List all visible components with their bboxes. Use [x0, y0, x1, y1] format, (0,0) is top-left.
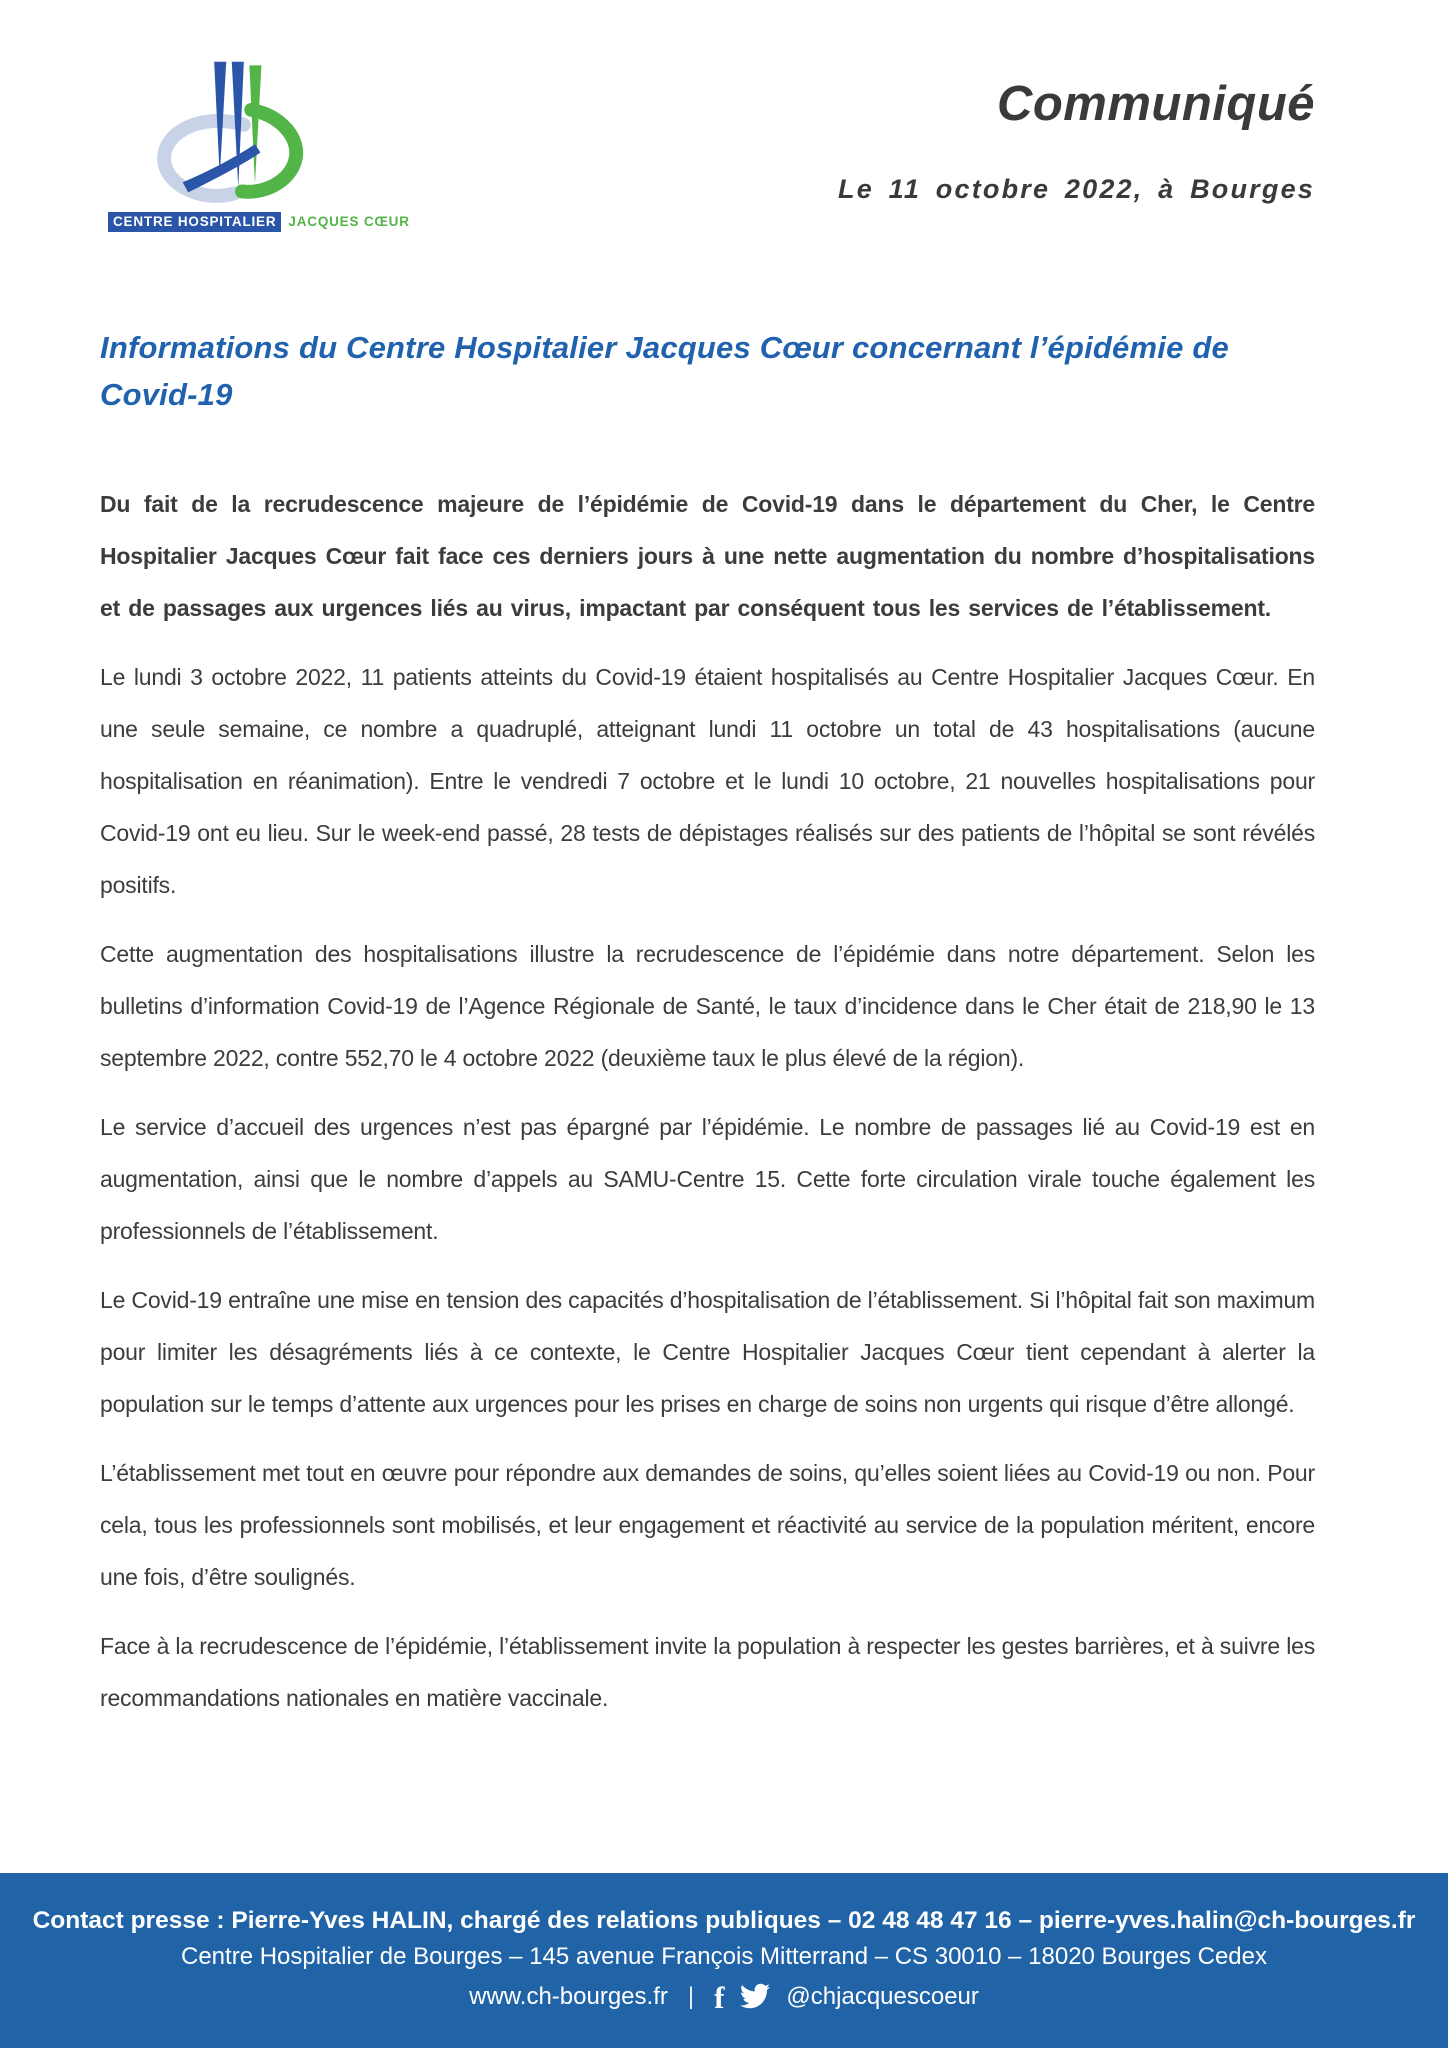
footer: [0, 1873, 1448, 2048]
footer-social-line: [469, 1979, 979, 2015]
footer-address-line: Centre Hospitalier de Bourges – 145 avenue François Mitterrand – CS 30010 – 18020 Bourges Cedex: [181, 1942, 1267, 1970]
facebook-icon: f: [714, 1980, 725, 2015]
document-type-title: Communiqué: [996, 77, 1315, 131]
twitter-icon: [738, 1981, 772, 2017]
paragraph-lead: Du fait de la recrudescence majeure de l’épidémie de Covid-19 dans le département du Cher, le Centre Hospitalier Jacques Cœur fait face ces derniers jours à une nette augmentation du nombre d’hospitalisations et de passages aux urgences liés au virus, impactant par conséquent tous les services de l’établissement.: [100, 491, 1315, 621]
dateline: Le 11 octobre 2022, à Bourges: [838, 174, 1315, 204]
logo-caption: [108, 214, 410, 229]
footer-website: www.ch-bourges.fr: [469, 1983, 668, 2010]
hospital-logo-icon: [136, 58, 322, 210]
paragraph-tension: Le Covid-19 entraîne une mise en tension des capacités d’hospitalisation de l’établissement. Si l’hôpital fait son maximum pour limiter les désagréments liés à ce contexte, le Centre Hospitalier Jacques Cœur tient cependant à alerter la population sur le temps d’attente aux urgences pour les prises en charge de soins non urgents qui risque d’être allongé.: [100, 1287, 1315, 1417]
logo-caption-primary: CENTRE HOSPITALIER: [108, 212, 281, 232]
footer-contact-line: Contact presse : Pierre-Yves HALIN, chargé des relations publiques – 02 48 48 47 16 – pierre-yves.halin@ch-bourges.fr: [32, 1906, 1416, 1934]
hospital-logo: [100, 58, 408, 229]
logo-caption-secondary: JACQUES CŒUR: [288, 214, 410, 229]
paragraph-incidence: Cette augmentation des hospitalisations illustre la recrudescence de l’épidémie dans notre département. Selon les bulletins d’information Covid-19 de l’Agence Régionale de Santé, le taux d’incidence dans le Cher était de 218,90 le 13 septembre 2022, contre 552,70 le 4 octobre 2022 (deuxième taux le plus élevé de la région).: [100, 941, 1315, 1071]
paragraph-mobilisation: L’établissement met tout en œuvre pour répondre aux demandes de soins, qu’elles soient liées au Covid-19 ou non. Pour cela, tous les professionnels sont mobilisés, et leur engagement et réactivité au service de la population méritent, encore une fois, d’être soulignés.: [100, 1460, 1315, 1590]
footer-social-handle: @chjacquescoeur: [786, 1983, 979, 2010]
footer-separator: |: [687, 1983, 695, 2010]
header: [100, 58, 1315, 229]
paragraph-urgences: Le service d’accueil des urgences n’est pas épargné par l’épidémie. Le nombre de passages lié au Covid-19 est en augmentation, ainsi que le nombre d’appels au SAMU-Centre 15. Cette forte circulation virale touche également les professionnels de l’établissement.: [100, 1114, 1315, 1244]
paragraph-recommandations: Face à la recrudescence de l’épidémie, l’établissement invite la population à respecter les gestes barrières, et à suivre les recommandations nationales en matière vaccinale.: [100, 1633, 1315, 1711]
paragraph-hospitalisations: Le lundi 3 octobre 2022, 11 patients atteints du Covid-19 étaient hospitalisés au Centre Hospitalier Jacques Cœur. En une seule semaine, ce nombre a quadruplé, atteignant lundi 11 octobre un total de 43 hospitalisations (aucune hospitalisation en réanimation). Entre le vendredi 7 octobre et le lundi 10 octobre, 21 nouvelles hospitalisations pour Covid-19 ont eu lieu. Sur le week-end passé, 28 tests de dépistages réalisés sur des patients de l’hôpital se sont révélés positifs.: [100, 664, 1315, 898]
article-title: Informations du Centre Hospitalier Jacques Cœur concernant l’épidémie de Covid-19: [100, 330, 1229, 412]
header-right: [838, 58, 1315, 205]
